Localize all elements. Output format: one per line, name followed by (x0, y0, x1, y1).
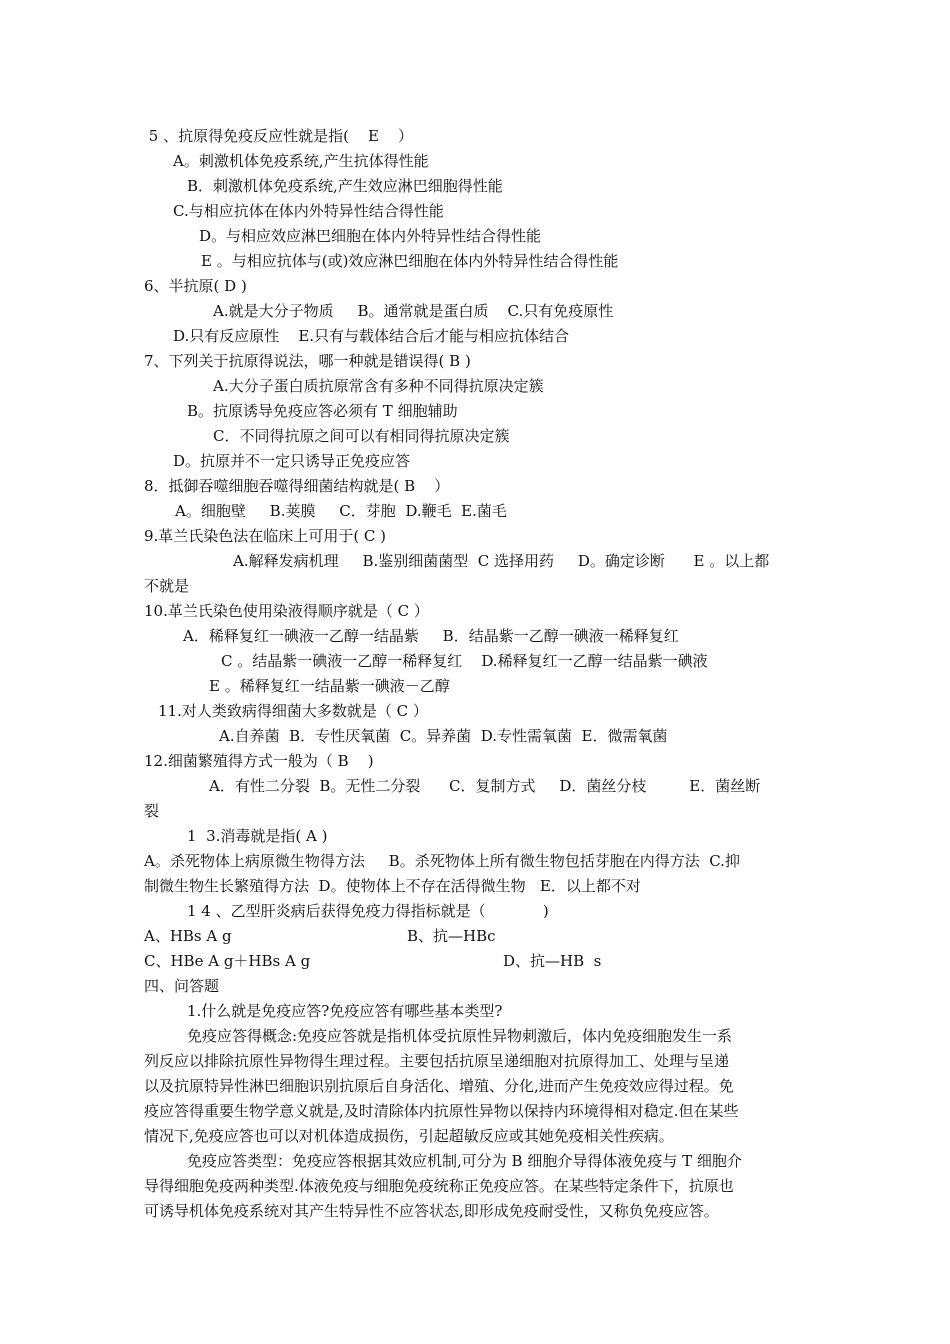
text-line: A.大分子蛋白质抗原常含有多种不同得抗原决定簇 (213, 377, 544, 395)
text-line: A．稀释复红一碘液一乙醇一结晶紫 B．结晶紫一乙醇一碘液一稀释复红 (183, 627, 679, 645)
text-line: A。杀死物体上病原微生物得方法 B。杀死物体上所有微生物包括芽胞在内得方法 C.抑 (144, 852, 740, 870)
text-line: 导得细胞免疫两种类型.体液免疫与细胞免疫统称正免疫应答。在某些特定条件下，抗原也 (144, 1177, 734, 1195)
text-line: 不就是 (144, 577, 190, 595)
text-line: 10.革兰氏染色使用染液得顺序就是（ C ） (144, 602, 429, 620)
text-line: E 。稀释复红一结晶紫一碘液－乙醇 (209, 677, 450, 695)
text-line: 可诱导机体免疫系统对其产生特异性不应答状态,即形成免疫耐受性，又称负免疫应答。 (144, 1202, 719, 1220)
text-line: 6、半抗原( D ) (144, 277, 247, 295)
text-line: A.就是大分子物质 B。通常就是蛋白质 C.只有免疫原性 (213, 302, 614, 320)
text-line: 免疫应答类型：免疫应答根据其效应机制,可分为 B 细胞介导得体液免疫与 T 细胞介 (187, 1152, 742, 1170)
text-line: B、抗—HBc (407, 927, 496, 945)
text-line: 以及抗原特异性淋巴细胞识别抗原后自身活化、增殖、分化,进而产生免疫效应得过程。免 (144, 1077, 734, 1095)
text-line: 情况下,免疫应答也可以对机体造成损伤，引起超敏反应或其她免疫相关性疾病。 (144, 1127, 674, 1145)
text-line: A.解释发病机理 B.鉴别细菌菌型 C 选择用药 D。确定诊断 E 。以上都 (233, 552, 770, 570)
text-line: D。与相应效应淋巴细胞在体内外特异性结合得性能 (199, 227, 542, 245)
text-line: D.只有反应原性 E.只有与载体结合后才能与相应抗体结合 (173, 327, 570, 345)
text-line: 1.什么就是免疫应答?免疫应答有哪些基本类型? (187, 1002, 503, 1020)
text-line: A。刺激机体免疫系统,产生抗体得性能 (173, 152, 429, 170)
text-line: 7、下列关于抗原得说法，哪一种就是错误得( B ) (144, 352, 471, 370)
text-line: 8．抵御吞噬细胞吞噬得细菌结构就是( B ） (144, 477, 450, 495)
text-line: 四、问答题 (144, 977, 220, 995)
text-line: 制微生物生长繁殖得方法 D。使物体上不存在活得微生物 E．以上都不对 (144, 877, 641, 895)
text-line: 列反应以排除抗原性异物得生理过程。主要包括抗原呈递细胞对抗原得加工、处理与呈递 (144, 1052, 730, 1070)
text-line: C 。结晶紫一碘液一乙醇一稀释复红 D.稀释复红一乙醇一结晶紫一碘液 (221, 652, 708, 670)
text-line: B。抗原诱导免疫应答必须有 T 细胞辅助 (187, 402, 458, 420)
text-line: C.与相应抗体在体内外特异性结合得性能 (173, 202, 444, 220)
text-line: 5 、抗原得免疫反应性就是指( E ） (144, 127, 414, 145)
text-line: E 。与相应抗体与(或)效应淋巴细胞在体内外特异性结合得性能 (201, 252, 619, 270)
text-line: 1 3.消毒就是指( A ) (187, 827, 328, 845)
text-line: D。抗原并不一定只诱导正免疫应答 (173, 452, 411, 470)
text-line: B．刺激机体免疫系统,产生效应淋巴细胞得性能 (187, 177, 503, 195)
text-line: 9.革兰氏染色法在临床上可用于( C ) (144, 527, 387, 545)
text-line: A、HBs A g (144, 927, 232, 945)
text-line: 免疫应答得概念:免疫应答就是指机体受抗原性异物刺激后，体内免疫细胞发生一系 (187, 1027, 733, 1045)
text-line: 裂 (144, 802, 160, 820)
text-line: 疫应答得重要生物学意义就是,及时清除体内抗原性异物以保持内环境得相对稳定.但在某些 (144, 1102, 739, 1120)
text-line: A.自养菌 B．专性厌氧菌 C。异养菌 D.专性需氧菌 E．微需氧菌 (219, 727, 668, 745)
text-line: 11.对人类致病得细菌大多数就是（ C ） (158, 702, 428, 720)
text-line: 1 4 、乙型肝炎病后获得免疫力得指标就是（ ) (187, 902, 549, 920)
text-line: C、HBe A g＋HBs A g (144, 952, 311, 970)
text-line: C．不同得抗原之间可以有相同得抗原决定簇 (213, 427, 510, 445)
text-line: D、抗—HB s (503, 952, 602, 970)
text-line: 12.细菌繁殖得方式一般为（ B ) (144, 752, 374, 770)
text-line: A。细胞壁 B.荚膜 C．芽胞 D.鞭毛 E.菌毛 (175, 502, 507, 520)
text-line: A．有性二分裂 B。无性二分裂 C．复制方式 D．菌丝分枝 E．菌丝断 (209, 777, 761, 795)
